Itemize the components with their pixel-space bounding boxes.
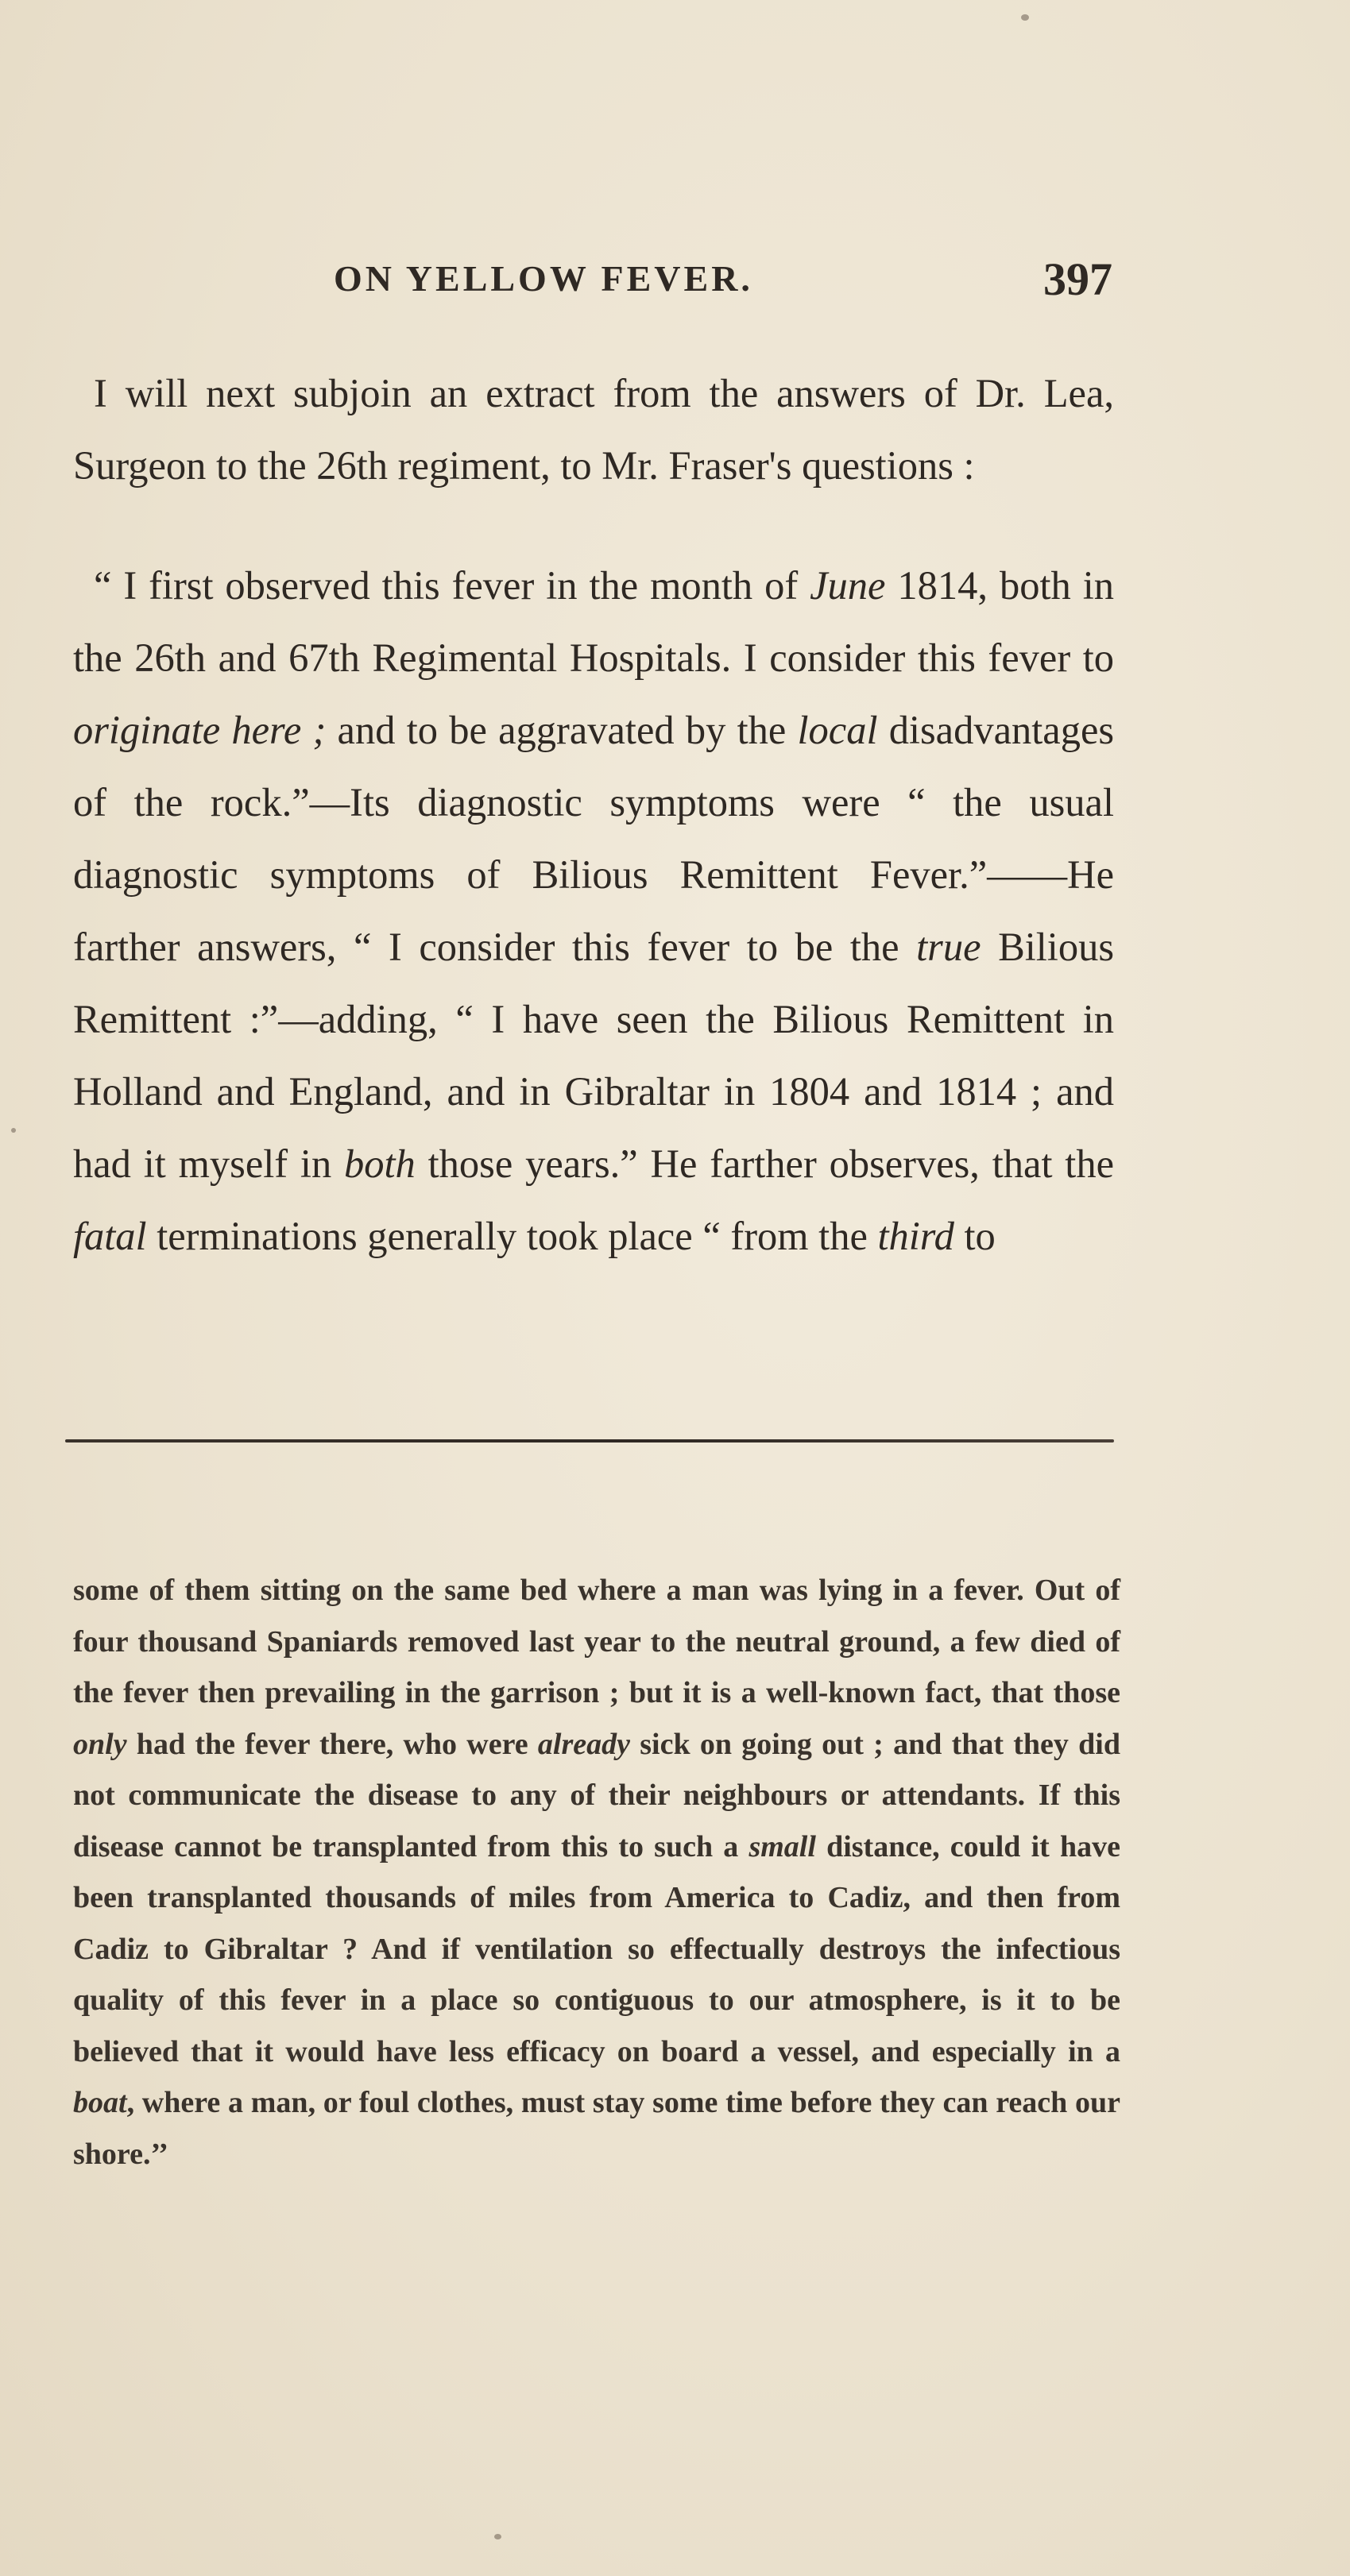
footnote-text-2: had the fever there, who were xyxy=(126,1727,538,1761)
footnote-divider xyxy=(65,1439,1114,1442)
emphasis-originate: originate here ; xyxy=(73,708,327,752)
emphasis-already: already xyxy=(537,1727,630,1761)
paper-speck xyxy=(494,2534,501,2539)
quote-text-7: terminations generally took place “ from the xyxy=(146,1214,878,1258)
footnote-text-3: sick on going out ; and that they did not communicate the disease to any of their neighbours or attendants. If this disease cannot be transplanted from this to such a xyxy=(73,1727,1120,1863)
quote-text-2: 1814, both in the 26th and 67th Regimental Hospitals. I consider this fever to xyxy=(73,563,1115,680)
paper-speck xyxy=(11,1128,16,1133)
footnote-paragraph xyxy=(73,1565,1120,2180)
emphasis-third: third xyxy=(877,1214,954,1258)
emphasis-local: local xyxy=(797,708,878,752)
emphasis-both: both xyxy=(344,1141,416,1186)
footnote-text-4: distance, could it have been transplanted thousands of miles from America to Cadiz, and then from Cadiz to Gibraltar ? And if ventilation so effectually destroys the infectious quality of this fever in a place so contiguous to our atmosphere, is it to be believed that it would have less efficacy on board a vessel, and especially in a xyxy=(73,1829,1120,2068)
intro-paragraph xyxy=(73,357,1114,502)
footnote-text-5: , where a man, or foul clothes, must stay some time before they can reach our shore.’’ xyxy=(73,2086,1120,2171)
page-number: 397 xyxy=(1043,253,1112,305)
footnote xyxy=(73,1565,1120,2180)
emphasis-fatal: fatal xyxy=(73,1214,147,1258)
running-head xyxy=(302,253,1112,316)
emphasis-only: only xyxy=(73,1727,127,1761)
emphasis-small: small xyxy=(748,1829,816,1863)
running-title: ON YELLOW FEVER. xyxy=(334,258,753,299)
quote-text-3: and to be aggravated by the xyxy=(326,708,798,752)
main-text xyxy=(73,357,1114,1273)
emphasis-boat: boat xyxy=(73,2086,127,2119)
emphasis-true: true xyxy=(916,925,981,969)
emphasis-june: June xyxy=(810,563,886,608)
quote-text-6: those years.” He farther observes, that the xyxy=(415,1141,1115,1186)
intro-text: I will next subjoin an extract from the answers of Dr. Lea, Surgeon to the 26th regiment, to Mr. Fraser's questions : xyxy=(73,371,1114,488)
quote-text-1: “ I first observed this fever in the month of xyxy=(94,563,810,608)
quote-paragraph xyxy=(73,550,1114,1273)
quote-text-8: to xyxy=(954,1214,996,1258)
quote-text-4: disadvantages of the rock.”—Its diagnostic symptoms were “ the usual diagnostic symptoms of Bilious Remittent Fever.”——He farther answers, “ I consider this fever to be the xyxy=(73,708,1115,969)
footnote-text-1: some of them sitting on the same bed where a man was lying in a fever. Out of four thousand Spaniards removed last year to the neutral ground, a few died of the fever then prevailing in the garrison ; but it is a well-known fact, that those xyxy=(73,1574,1120,1709)
paper-speck xyxy=(1021,14,1029,21)
quote-text-5: Bilious Remittent :”—adding, “ I have seen the Bilious Remittent in Holland and England, and in Gibraltar in 1804 and 1814 ; and had it myself in xyxy=(73,925,1114,1186)
